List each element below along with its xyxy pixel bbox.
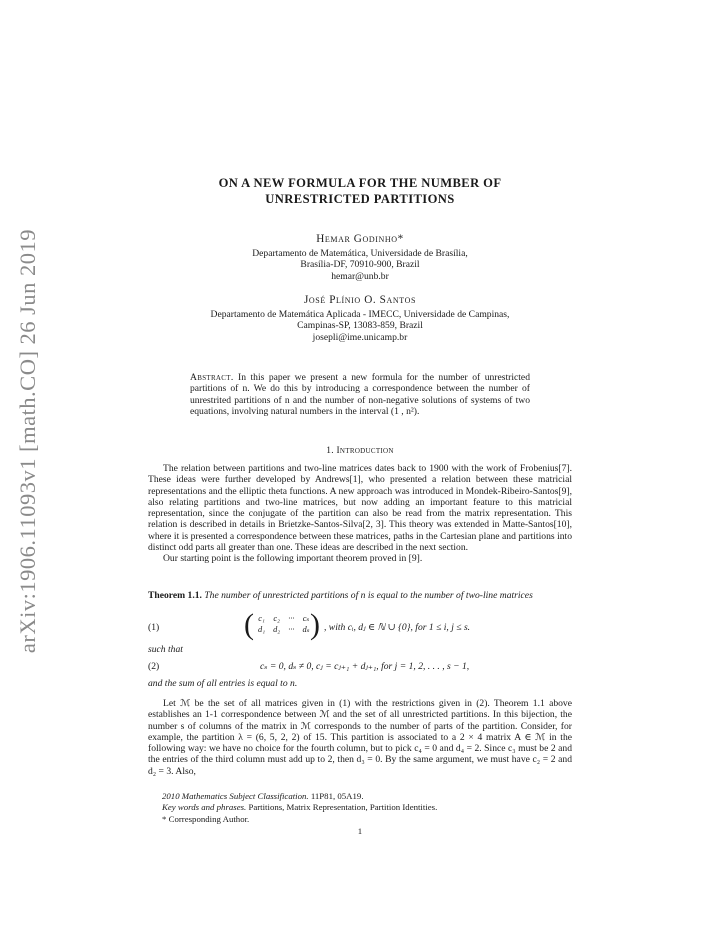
abstract-text: In this paper we present a new formula for the number of unrestricted partitions of n. We do this by introducing a correspondence between the number of unrestrited partitions of n and the number of non-negative solutions of systems of two equations, involving natural numbers in the interval (1 , n²). (190, 372, 530, 418)
paper-title-line-1: ON A NEW FORMULA FOR THE NUMBER OF (218, 176, 502, 190)
equation-2 (148, 661, 572, 675)
arxiv-identifier: arXiv:1906.11093v1 [math.CO] 26 Jun 2019 (15, 228, 40, 654)
left-paren: ( (244, 608, 254, 641)
author-email: josepli@ime.unicamp.br (312, 331, 408, 343)
right-paren: ) (310, 608, 320, 641)
equation-number: (2) (148, 661, 160, 672)
footnote-corresponding: * Corresponding Author. (162, 813, 250, 824)
paragraph: Our starting point is the following important theorem proved in [9]. (163, 553, 423, 565)
footnote-msc: 2010 Mathematics Subject Classification. 11P81, 05A19. (162, 791, 364, 801)
matrix-cell: ··· (288, 614, 295, 623)
matrix-cell: dₛ (302, 624, 310, 634)
page-number: 1 (357, 826, 363, 836)
section-heading: 1. Introduction (326, 446, 394, 456)
author-email: hemar@unb.br (331, 270, 389, 282)
introduction-text (148, 463, 572, 565)
equation-text: cₛ = 0, dₛ ≠ 0, cⱼ = cⱼ₊₁ + dⱼ₊₁, for j = 1, 2, . . . , s − 1, (260, 661, 470, 672)
footnotes (162, 791, 572, 825)
matrix-cell: d₂ (273, 624, 281, 634)
theorem-label: Theorem 1.1. (148, 590, 202, 601)
paragraph: Let ℳ be the set of all matrices given in (1) with the restrictions given in (2). Theorem 1.1 above establishes an 1-1 correspondence between ℳ and the set of all unrestricted partitions. In this bijection, the number s of columns of the matrix in ℳ corresponds to the number of parts of the partition. Consider, for example, the partition λ = (6, 5, 2, 2) of 15. This partition is associated to a 2 × 4 matrix A ∈ ℳ in the following way: we have no choice for the fourth column, but to pick c₄ = 0 and d₄ = 2. Since c₃ must be 2 and the entries of the third column must add up to 2, then d₃ = 0. By the same argument, we must have c₂ = 2 and d₂ = 3. Also, (148, 698, 572, 777)
author-affiliation: Departamento de Matemática Aplicada - IMECC, Universidade de Campinas, (210, 309, 510, 321)
theorem-closing: and the sum of all entries is equal to n. (148, 678, 298, 689)
two-line-matrix (244, 608, 320, 644)
equation-condition: , with cᵢ, dⱼ ∈ ℕ ∪ {0}, for 1 ≤ i, j ≤ s. (324, 622, 471, 633)
equation-number: (1) (148, 622, 160, 633)
matrix-cell: ··· (288, 624, 295, 634)
matrix-cell: c₁ (258, 614, 265, 623)
body-text (148, 698, 572, 777)
author-block-2 (0, 295, 720, 343)
matrix-cell: cₛ (302, 614, 310, 623)
author-name: Hemar Godinho* (316, 233, 404, 245)
author-name: José Plínio O. Santos (303, 294, 417, 306)
paper-title-line-2: UNRESTRICTED PARTITIONS (265, 192, 455, 206)
theorem-such-that: such that (148, 644, 183, 655)
matrix-cell: d₁ (258, 624, 266, 634)
matrix-cell: c₂ (273, 614, 280, 623)
author-affiliation: Departamento de Matemática, Universidade de Brasília, (252, 248, 468, 260)
abstract-label: Abstract. (190, 372, 234, 383)
theorem-1-1 (148, 590, 572, 601)
paragraph: The relation between partitions and two-line matrices dates back to 1900 with the work of Frobenius[7]. These ideas were further developed by Andrews[1], who presented a relation between these matricial representations and the elliptic theta functions. A new approach was introduced in Mondek-Ribeiro-Santos[9], also relating partitions and two-line matrices, but now adding an important feature to this matricial representation, since the conjugate of the partition can also be read from the matrix representation. This relation is described in details in Brietzke-Santos-Silva[2, 3]. This theory was extended in Matte-Santos[10], where it is presented a correspondence between these matrices, paths in the Cartesian plane and partitions into distinct odd parts all greater than one. These ideas are described in the next section. (148, 463, 572, 554)
author-affiliation: Campinas-SP, 13083-859, Brazil (297, 320, 423, 332)
footnote-keywords: Key words and phrases. Partitions, Matrix Representation, Partition Identities. (162, 802, 438, 813)
author-affiliation: Brasília-DF, 70910-900, Brazil (300, 259, 420, 271)
abstract (190, 372, 530, 418)
author-block-1 (0, 234, 720, 282)
theorem-statement: The number of unrestricted partitions of n is equal to the number of two-line matrices (204, 590, 533, 601)
